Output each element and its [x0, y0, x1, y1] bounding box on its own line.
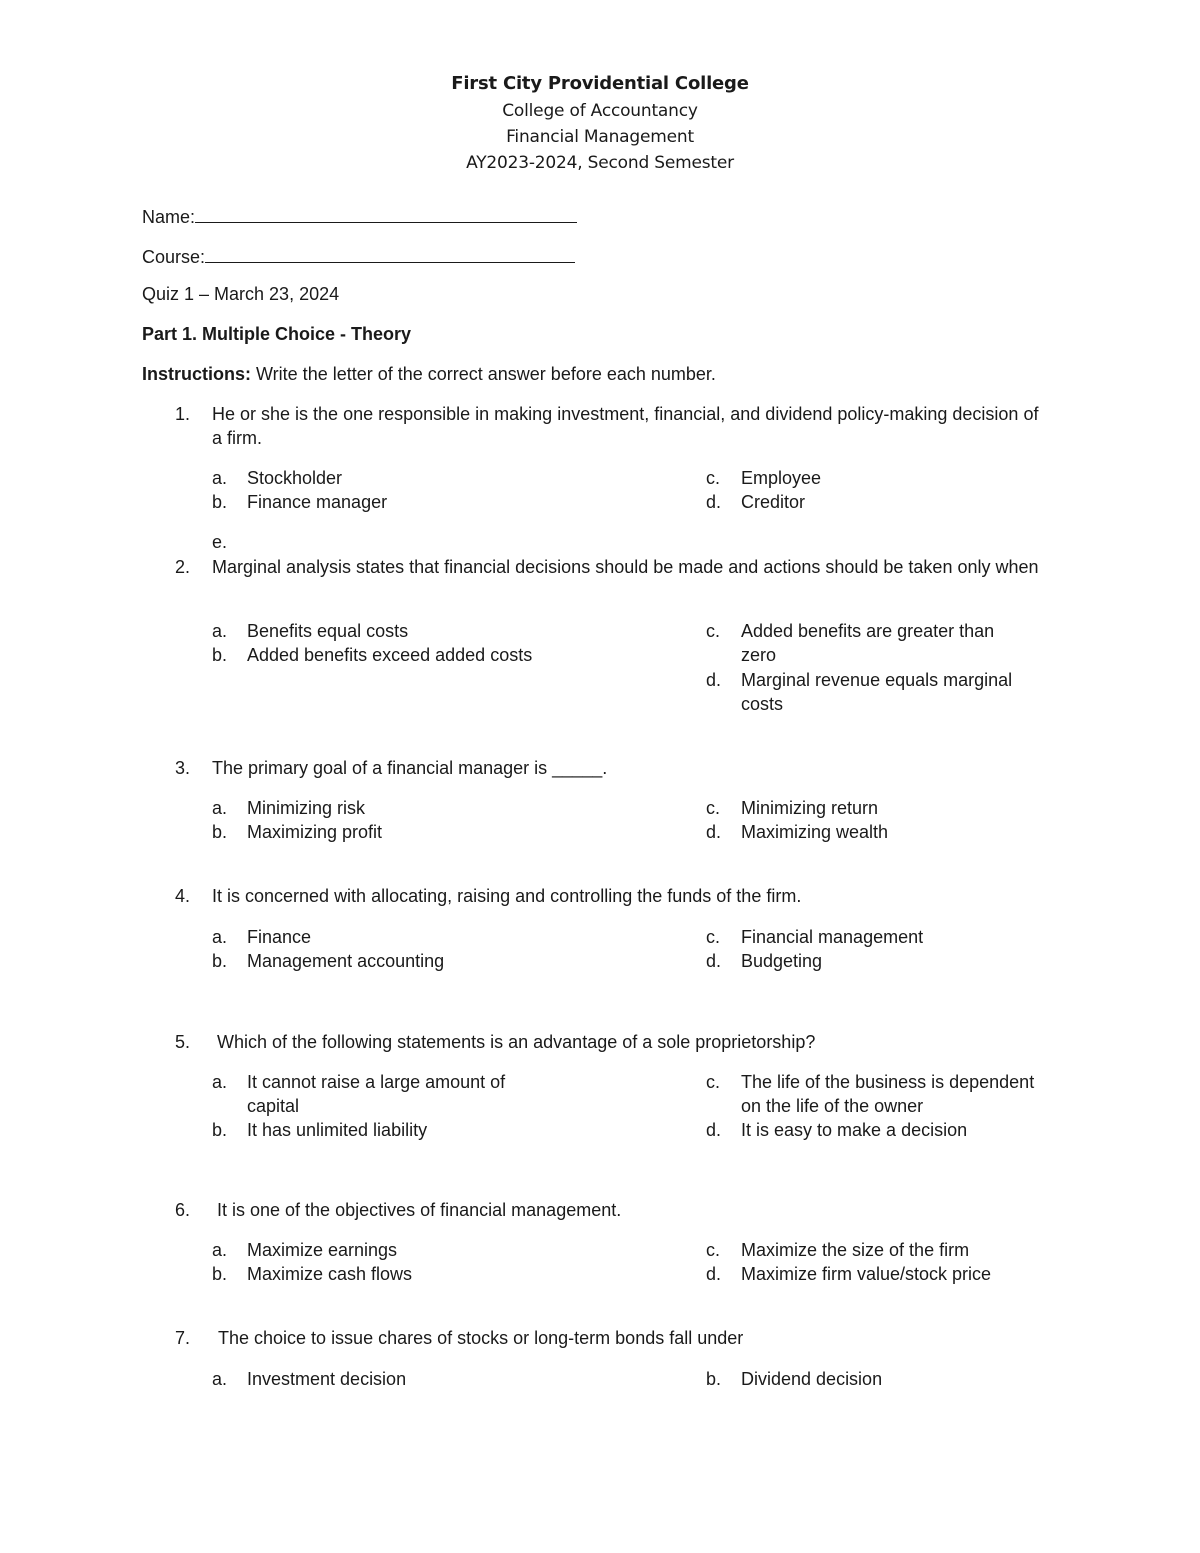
question-text: The primary goal of a financial manager is _____. — [212, 758, 608, 778]
option-text: Added benefits are greater than zero — [741, 621, 995, 665]
question-text: It is one of the objectives of financial management. — [217, 1200, 622, 1220]
option-text: Added benefits exceed added costs — [247, 645, 533, 665]
department-name: College of Accountancy — [502, 101, 698, 121]
question-number: 7. — [175, 1328, 191, 1348]
course-field[interactable] — [142, 244, 575, 268]
option-letter: a. — [212, 798, 228, 818]
option-text: Finance — [247, 927, 312, 947]
option-text: Budgeting — [741, 951, 823, 971]
quiz-date-line: Quiz 1 – March 23, 2024 — [142, 284, 340, 304]
option-letter: d. — [706, 492, 722, 512]
question-text: Marginal analysis states that financial decisions should be made and actions should be taken only when — [212, 557, 1039, 577]
option-letter: d. — [706, 670, 722, 690]
course-label: Course: — [142, 247, 206, 267]
option-text: It has unlimited liability — [247, 1120, 428, 1140]
option-letter: b. — [212, 822, 228, 842]
option-letter: c. — [706, 468, 721, 488]
option-letter: a. — [212, 468, 228, 488]
option-letter: b. — [212, 951, 228, 971]
option-text: It is easy to make a decision — [741, 1120, 968, 1140]
part-title: Part 1. Multiple Choice - Theory — [142, 324, 412, 344]
option-letter: a. — [212, 621, 228, 641]
option-letter: b. — [212, 645, 228, 665]
option-letter: b. — [706, 1369, 722, 1389]
option-text: Employee — [741, 468, 822, 488]
course-name: Financial Management — [506, 127, 694, 147]
question-number: 3. — [175, 758, 191, 778]
option-letter: d. — [706, 1120, 722, 1140]
instructions — [142, 364, 716, 385]
option-text: Benefits equal costs — [247, 621, 409, 641]
option-text: Stockholder — [247, 468, 343, 488]
option-text: Management accounting — [247, 951, 445, 971]
option-letter: b. — [212, 492, 228, 512]
question-number: 5. — [175, 1032, 191, 1052]
option-text: Investment decision — [247, 1369, 407, 1389]
option-text: Marginal revenue equals marginal costs — [741, 670, 1013, 714]
name-blank-line[interactable] — [195, 204, 577, 223]
option-letter: a. — [212, 1369, 228, 1389]
option-text: Finance manager — [247, 492, 388, 512]
option-letter: d. — [706, 1264, 722, 1284]
question-text: The choice to issue chares of stocks or long-term bonds fall under — [218, 1328, 744, 1348]
option-text: Maximizing wealth — [741, 822, 889, 842]
question-number: 1. — [175, 404, 191, 424]
option-letter: c. — [706, 927, 721, 947]
question-text: He or she is the one responsible in making investment, financial, and dividend policy-making decision of a firm. — [212, 404, 1039, 448]
question-number: 4. — [175, 886, 191, 906]
option-letter: b. — [212, 1120, 228, 1140]
option-text: Dividend decision — [741, 1369, 883, 1389]
option-letter: b. — [212, 1264, 228, 1284]
question-number: 6. — [175, 1200, 191, 1220]
option-text: Minimizing risk — [247, 798, 366, 818]
option-text: Maximize earnings — [247, 1240, 398, 1260]
question-number: 2. — [175, 557, 191, 577]
option-text: Maximizing profit — [247, 822, 383, 842]
instructions-label: Instructions: — [142, 364, 252, 384]
option-letter: d. — [706, 822, 722, 842]
academic-year: AY2023-2024, Second Semester — [466, 153, 734, 173]
stray-option-letter: e. — [212, 532, 228, 552]
option-letter: c. — [706, 798, 721, 818]
question-text: Which of the following statements is an advantage of a sole proprietorship? — [217, 1032, 816, 1052]
option-text: Maximize the size of the firm — [741, 1240, 970, 1260]
option-letter: c. — [706, 621, 721, 641]
option-letter: a. — [212, 1072, 228, 1092]
option-text: Maximize cash flows — [247, 1264, 413, 1284]
option-text: Maximize firm value/stock price — [741, 1264, 992, 1284]
name-field[interactable] — [142, 204, 577, 228]
option-letter: a. — [212, 927, 228, 947]
option-text: It cannot raise a large amount of capital — [247, 1072, 506, 1116]
option-letter: a. — [212, 1240, 228, 1260]
instructions-text: Write the letter of the correct answer before each number. — [251, 364, 716, 384]
option-text: Financial management — [741, 927, 924, 947]
option-letter: c. — [706, 1240, 721, 1260]
option-text: Minimizing return — [741, 798, 879, 818]
question-text: It is concerned with allocating, raising and controlling the funds of the firm. — [212, 886, 802, 906]
option-text: The life of the business is dependent on the life of the owner — [741, 1072, 1035, 1116]
college-name: First City Providential College — [451, 73, 749, 94]
option-text: Creditor — [741, 492, 806, 512]
option-letter: c. — [706, 1072, 721, 1092]
name-label: Name: — [142, 207, 196, 227]
option-letter: d. — [706, 951, 722, 971]
course-blank-line[interactable] — [205, 244, 575, 263]
